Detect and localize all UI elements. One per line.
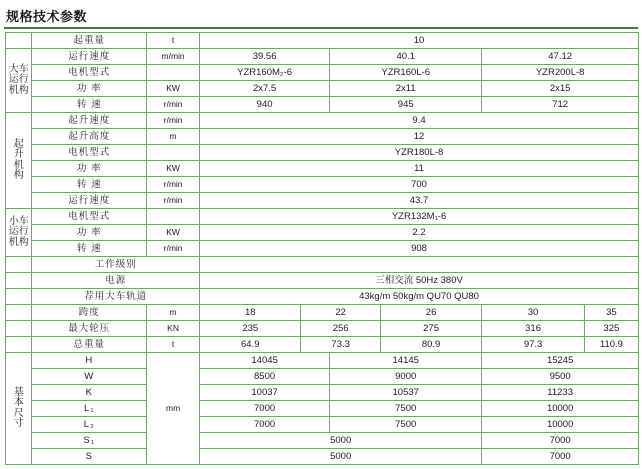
dim-value: 9500 xyxy=(482,369,639,385)
row-unit-label: m xyxy=(147,129,200,145)
table-row xyxy=(6,81,639,97)
group-char: 构 xyxy=(13,170,24,181)
row-item-label: 运行速度 xyxy=(32,49,147,65)
row-item-label: 功 率 xyxy=(32,81,147,97)
row-item-label: 起升高度 xyxy=(32,129,147,145)
row-unit-label xyxy=(147,209,200,225)
row-value: 39.56 xyxy=(200,49,330,65)
group-cell-empty xyxy=(6,321,32,337)
row-value: 80.9 xyxy=(380,337,481,353)
table-row xyxy=(6,369,639,385)
dim-value: 15245 xyxy=(482,353,639,369)
row-value: 110.9 xyxy=(584,337,638,353)
group-char: 基 xyxy=(13,386,24,398)
group-cell-empty xyxy=(6,289,32,305)
group-char: 尺 xyxy=(13,407,24,419)
row-value: 10 xyxy=(200,33,639,49)
dim-value: 7000 xyxy=(200,417,330,433)
table-row xyxy=(6,241,639,257)
row-value: 97.3 xyxy=(482,337,585,353)
row-unit-label: r/min xyxy=(147,177,200,193)
table-row xyxy=(6,161,639,177)
row-value: 12 xyxy=(200,129,639,145)
table-row xyxy=(6,145,639,161)
row-value: YZR160M₂-6 xyxy=(200,65,330,81)
dim-row-label: L₂ xyxy=(32,417,147,433)
row-value: 47.12 xyxy=(482,49,639,65)
row-value: 35 xyxy=(584,305,638,321)
row-value: 275 xyxy=(380,321,481,337)
row-value: 2x7.5 xyxy=(200,81,330,97)
table-row xyxy=(6,49,639,65)
row-unit-label: KW xyxy=(147,225,200,241)
dim-value: 7000 xyxy=(482,449,639,465)
group-char: 大车 xyxy=(8,63,29,75)
row-item-label: 总重量 xyxy=(32,337,147,353)
row-unit-label: KW xyxy=(147,81,200,97)
group-cell-empty xyxy=(6,305,32,321)
dim-row-label: S xyxy=(32,449,147,465)
table-row xyxy=(6,305,639,321)
row-value: 940 xyxy=(200,97,330,113)
dim-value: 10000 xyxy=(482,401,639,417)
row-item-label: 电机型式 xyxy=(32,145,147,161)
spec-table xyxy=(5,32,639,465)
dim-value: 14145 xyxy=(330,353,482,369)
row-unit-label: m/min xyxy=(147,49,200,65)
table-row xyxy=(6,177,639,193)
dim-row-label: W xyxy=(32,369,147,385)
row-unit-label xyxy=(147,145,200,161)
row-unit-label: r/min xyxy=(147,241,200,257)
row-item-label: 跨度 xyxy=(32,305,147,321)
row-value: 30 xyxy=(482,305,585,321)
table-row xyxy=(6,417,639,433)
row-item-label: 起重量 xyxy=(32,33,147,49)
row-value: YZR200L-8 xyxy=(482,65,639,81)
row-value: 2.2 xyxy=(200,225,639,241)
row-item-label: 转 速 xyxy=(32,177,147,193)
row-value: 235 xyxy=(200,321,301,337)
group-char: 机构 xyxy=(8,84,29,96)
table-row xyxy=(6,273,639,289)
row-value: YZR132M₁-6 xyxy=(200,209,639,225)
table-row xyxy=(6,65,639,81)
row-item-label: 工作级别 xyxy=(32,257,200,273)
dim-value: 7500 xyxy=(330,401,482,417)
page-title: 规格技术参数 xyxy=(4,4,638,29)
row-value: 325 xyxy=(584,321,638,337)
row-item-label: 电机型式 xyxy=(32,65,147,81)
row-unit-label: r/min xyxy=(147,113,200,129)
group-label-basic-dimensions xyxy=(6,353,32,465)
row-unit-label: t xyxy=(147,337,200,353)
dim-value: 7000 xyxy=(482,433,639,449)
dim-value: 7000 xyxy=(200,401,330,417)
table-row xyxy=(6,97,639,113)
dim-value: 10037 xyxy=(200,385,330,401)
table-row xyxy=(6,129,639,145)
table-row xyxy=(6,209,639,225)
row-item-label: 起升速度 xyxy=(32,113,147,129)
row-value: 18 xyxy=(200,305,301,321)
table-row xyxy=(6,33,639,49)
group-label-trolley xyxy=(6,209,32,257)
dim-row-label: K xyxy=(32,385,147,401)
table-row xyxy=(6,225,639,241)
row-value: 11 xyxy=(200,161,639,177)
group-char: 机构 xyxy=(8,236,29,248)
group-cell-empty xyxy=(6,257,32,273)
row-value: YZR160L-6 xyxy=(330,65,482,81)
row-item-label: 功 率 xyxy=(32,225,147,241)
dim-value: 14045 xyxy=(200,353,330,369)
row-item-label: 转 速 xyxy=(32,97,147,113)
table-row xyxy=(6,257,639,273)
row-unit-label: m xyxy=(147,305,200,321)
row-item-label: 电源 xyxy=(32,273,200,289)
table-row xyxy=(6,433,639,449)
row-item-label: 转 速 xyxy=(32,241,147,257)
row-value: 26 xyxy=(380,305,481,321)
group-char: 机 xyxy=(13,159,24,171)
row-value: 43kg/m 50kg/m QU70 QU80 xyxy=(200,289,639,305)
group-char: 运行 xyxy=(8,226,29,238)
dim-row-label: L₁ xyxy=(32,401,147,417)
row-value xyxy=(200,257,639,273)
group-char: 起 xyxy=(13,138,24,150)
row-value: 43.7 xyxy=(200,193,639,209)
row-value: 700 xyxy=(200,177,639,193)
row-value: 64.9 xyxy=(200,337,301,353)
dim-value: 9000 xyxy=(330,369,482,385)
row-unit-label: KW xyxy=(147,161,200,177)
row-value: 40.1 xyxy=(330,49,482,65)
row-value: 712 xyxy=(482,97,639,113)
row-value: 2x11 xyxy=(330,81,482,97)
table-row xyxy=(6,321,639,337)
table-row xyxy=(6,385,639,401)
dim-value: 5000 xyxy=(200,449,482,465)
row-value: 316 xyxy=(482,321,585,337)
row-unit-label: t xyxy=(147,33,200,49)
group-label-crane-travel xyxy=(6,49,32,113)
table-row xyxy=(6,337,639,353)
row-unit-label xyxy=(147,65,200,81)
row-item-label: 运行速度 xyxy=(32,193,147,209)
dim-value: 10537 xyxy=(330,385,482,401)
row-value: 908 xyxy=(200,241,639,257)
row-value: 9.4 xyxy=(200,113,639,129)
row-value: 73.3 xyxy=(301,337,380,353)
table-row xyxy=(6,113,639,129)
group-label-hoist xyxy=(6,113,32,209)
group-cell-empty xyxy=(6,337,32,353)
group-char: 寸 xyxy=(13,418,24,429)
row-item-label: 最大轮压 xyxy=(32,321,147,337)
row-item-label: 功 率 xyxy=(32,161,147,177)
dim-value: 7500 xyxy=(330,417,482,433)
row-unit-label: r/min xyxy=(147,97,200,113)
row-unit-label: KN xyxy=(147,321,200,337)
group-char: 升 xyxy=(13,149,24,160)
dim-row-label: S₁ xyxy=(32,433,147,449)
group-char: 小车 xyxy=(8,215,29,227)
table-row xyxy=(6,289,639,305)
group-cell-empty xyxy=(6,33,32,49)
table-row xyxy=(6,193,639,209)
group-cell-empty xyxy=(6,273,32,289)
table-row xyxy=(6,449,639,465)
row-value: 2x15 xyxy=(482,81,639,97)
table-row xyxy=(6,353,639,369)
dim-value: 10000 xyxy=(482,417,639,433)
dim-row-label: H xyxy=(32,353,147,369)
dim-value: 8500 xyxy=(200,369,330,385)
row-unit-label: r/min xyxy=(147,193,200,209)
row-value: 三相交流 50Hz 380V xyxy=(200,273,639,289)
row-value: YZR180L-8 xyxy=(200,145,639,161)
row-value: 256 xyxy=(301,321,380,337)
dim-unit-label: mm xyxy=(147,353,200,465)
row-value: 945 xyxy=(330,97,482,113)
row-item-label: 荐用大车轨道 xyxy=(32,289,200,305)
group-char: 本 xyxy=(13,397,24,408)
table-row xyxy=(6,401,639,417)
group-char: 运行 xyxy=(8,74,29,86)
row-value: 22 xyxy=(301,305,380,321)
dim-value: 5000 xyxy=(200,433,482,449)
dim-value: 11233 xyxy=(482,385,639,401)
row-item-label: 电机型式 xyxy=(32,209,147,225)
